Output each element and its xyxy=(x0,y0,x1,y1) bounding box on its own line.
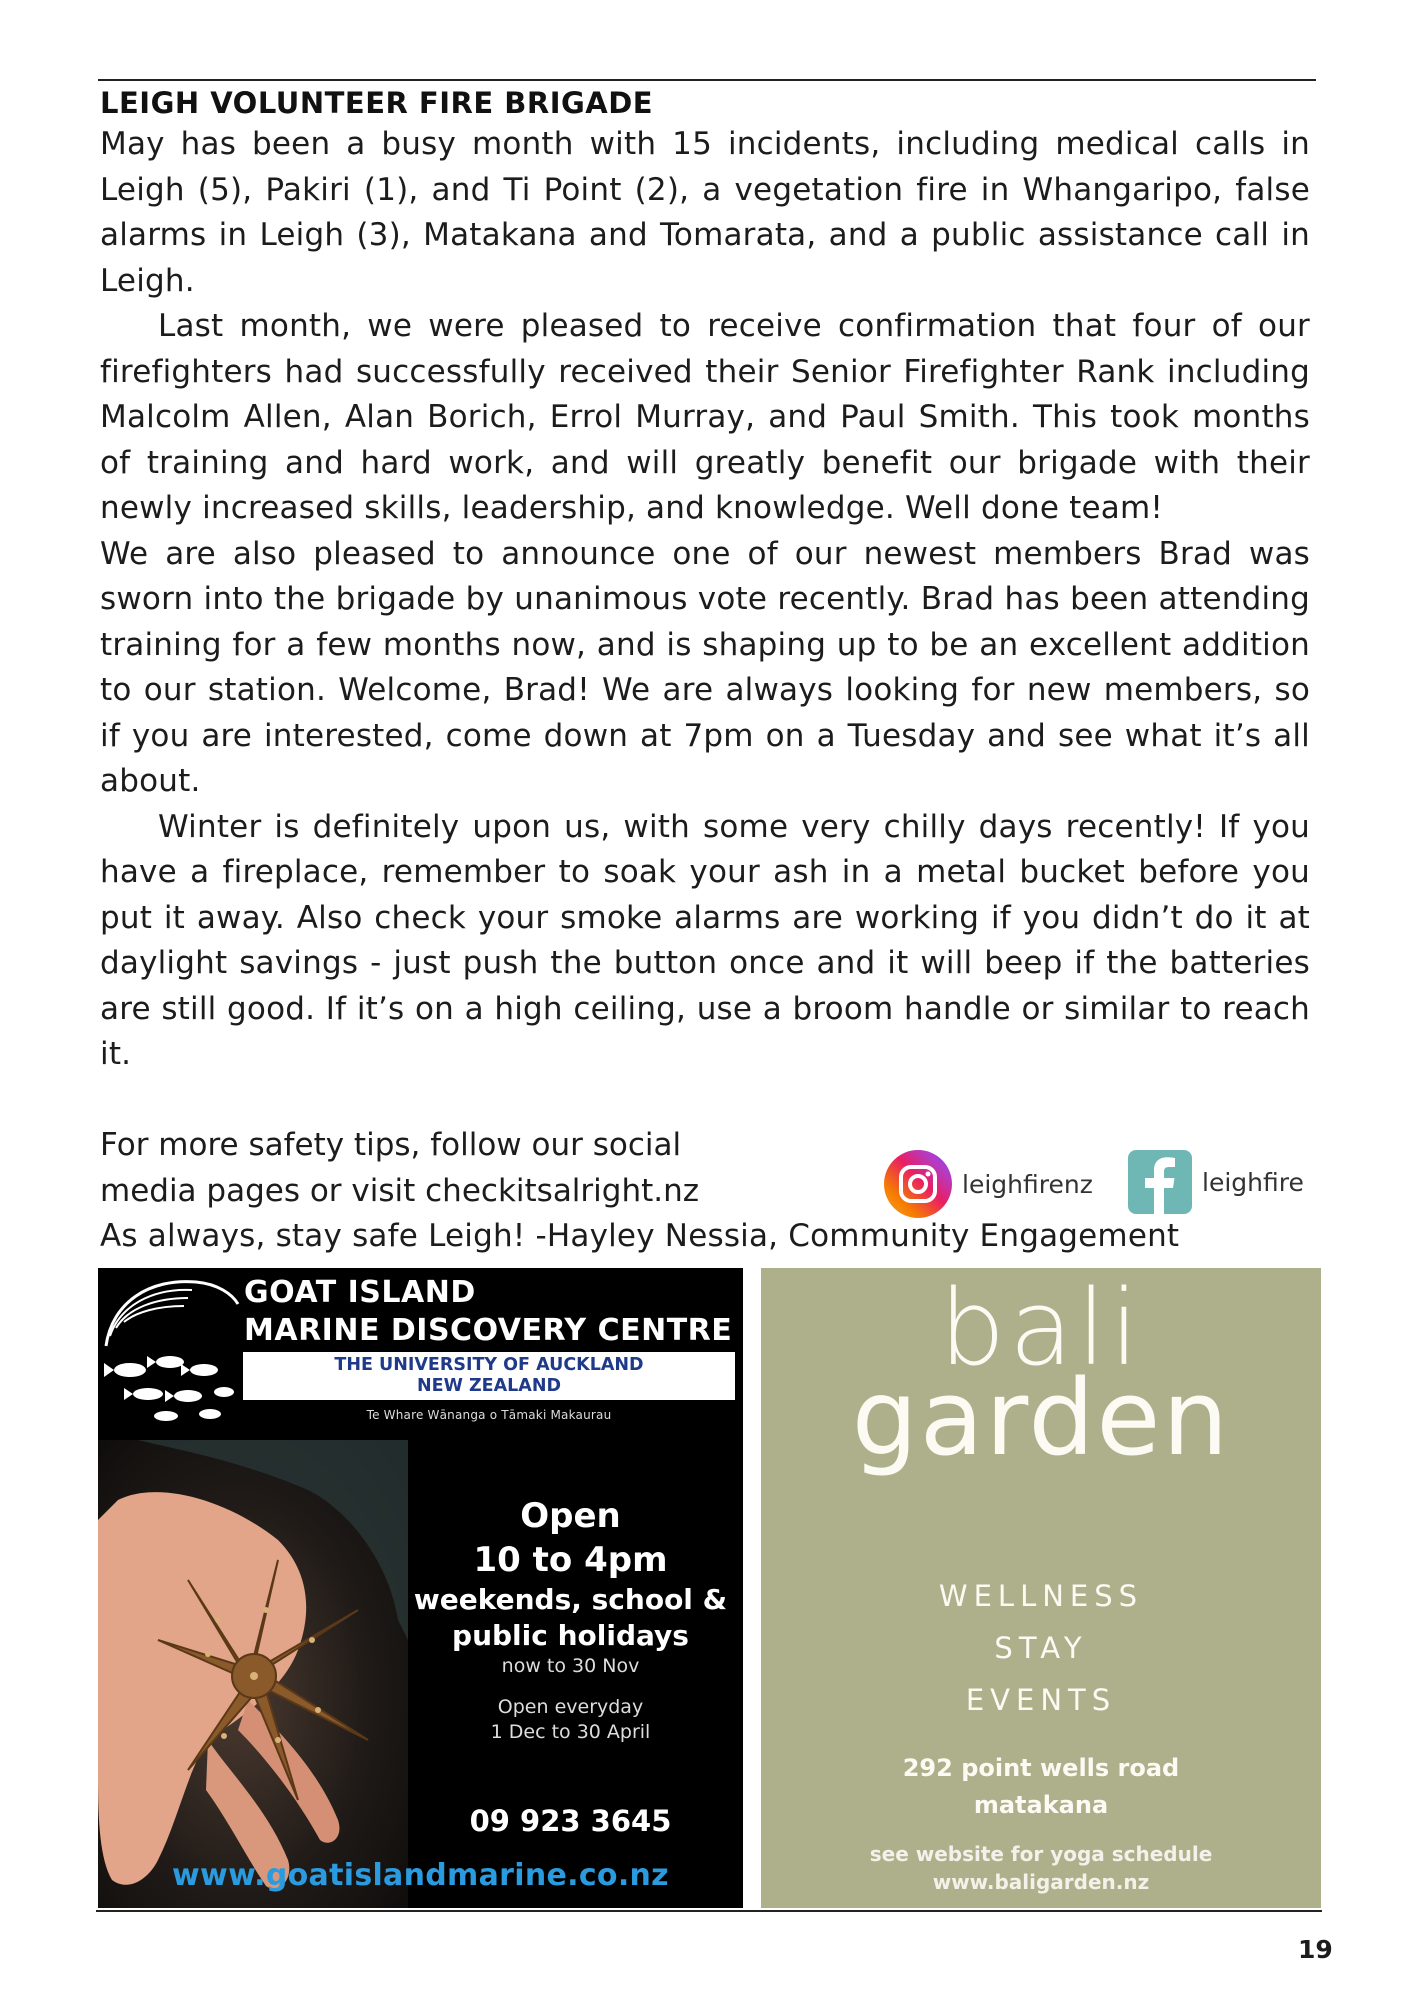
bali-yoga-note: see website for yoga schedule xyxy=(869,1842,1213,1866)
paragraph-winter-safety: Winter is definitely upon us, with some very chilly days recently! If you have a fireplace, remember to soak your ash in a metal bucket before you put it away. Also check your smoke alarms are working if you didn’t do it at daylight savings - just push the button once and it will beep if the batteries are still good. If it’s on a high ceiling, use a broom handle or similar to reach it. xyxy=(100,808,1310,1072)
bali-address xyxy=(761,1750,1321,1824)
facebook-handle[interactable]: leighfire xyxy=(1202,1167,1304,1197)
fire-brigade-article xyxy=(100,84,1310,1078)
instagram-link[interactable] xyxy=(884,1150,1093,1218)
bali-logo-line-2: garden xyxy=(851,1357,1231,1479)
bali-address-line-2: matakana xyxy=(973,1791,1109,1819)
bali-garden-ad xyxy=(761,1268,1321,1908)
university-maori-name: Te Whare Wānanga o Tāmaki Makaurau xyxy=(366,1408,612,1422)
facebook-link[interactable] xyxy=(1128,1150,1304,1214)
open-label: Open xyxy=(520,1496,621,1536)
top-rule xyxy=(98,79,1316,81)
open-days-line-1: weekends, school & xyxy=(413,1583,728,1616)
bali-word-wellness: WELLNESS xyxy=(938,1579,1144,1613)
paragraph-senior-rank: Last month, we were pleased to receive confirmation that four of our firefighters had successfully received their Senior Firefighter Rank including Malcolm Allen, Alan Borich, Errol Murray, and Paul Smith. This took months of training and hard work, and will greatly benefit our brigade with their newly increased skills, leadership, and knowledge. Well done team! xyxy=(100,308,1310,526)
open-summer-dates: 1 Dec to 30 April xyxy=(490,1721,651,1743)
open-until: now to 30 Nov xyxy=(501,1655,640,1677)
goat-title-line-1: GOAT ISLAND xyxy=(244,1275,476,1310)
university-line-1: THE UNIVERSITY OF AUCKLAND xyxy=(334,1355,644,1375)
bali-offerings xyxy=(761,1570,1321,1726)
bottom-rule xyxy=(96,1910,1322,1912)
closing-line: As always, stay safe Leigh! -Hayley Nessia, Community Engagement xyxy=(100,1218,1180,1254)
goat-phone: 09 923 3645 xyxy=(469,1804,672,1838)
page-number: 19 xyxy=(1298,1935,1333,1964)
opening-hours xyxy=(398,1494,743,1745)
bali-logo-line-1: bali xyxy=(939,1268,1143,1389)
instagram-handle[interactable]: leighfirenz xyxy=(962,1169,1093,1199)
goat-website-link[interactable]: www.goatislandmarine.co.nz xyxy=(172,1858,669,1893)
open-hours: 10 to 4pm xyxy=(473,1540,668,1580)
goat-title-line-2: MARINE DISCOVERY CENTRE xyxy=(244,1313,733,1348)
bali-website-link[interactable]: www.baligarden.nz xyxy=(932,1870,1150,1894)
university-logo-box xyxy=(243,1352,735,1400)
university-line-2: NEW ZEALAND xyxy=(416,1376,562,1396)
goat-island-title xyxy=(244,1274,732,1350)
social-promo-text xyxy=(100,1123,860,1214)
article-heading: LEIGH VOLUNTEER FIRE BRIGADE xyxy=(100,86,654,120)
fish-logo-icon xyxy=(100,1274,240,1428)
social-line-2: media pages or visit checkitsalright.nz xyxy=(100,1172,700,1209)
bali-address-line-1: 292 point wells road xyxy=(902,1754,1180,1782)
paragraph-new-member: We are also pleased to announce one of our newest members Brad was sworn into the brigade by unanimous vote recently. Brad has been attending training for a few months now, and is shaping up to be an excellent addition to our station. Welcome, Brad! We are always looking for new members, so if you are interested, come down at 7pm on a Tuesday and see what it’s all about. xyxy=(100,535,1310,799)
open-days-line-2: public holidays xyxy=(452,1619,689,1652)
starfish-photo xyxy=(98,1440,408,1908)
paragraph-incidents: May has been a busy month with 15 incidents, including medical calls in Leigh (5), Pakiri (1), and Ti Point (2), a vegetation fire in Whangaripo, false alarms in Leigh (3), Matakana and Tomarata, and a public assistance call in Leigh. xyxy=(100,126,1310,299)
bali-footer xyxy=(761,1840,1321,1896)
bali-word-stay: STAY xyxy=(994,1631,1088,1665)
bali-word-events: EVENTS xyxy=(965,1683,1117,1717)
goat-island-ad xyxy=(98,1268,743,1908)
instagram-icon xyxy=(884,1150,952,1218)
open-everyday: Open everyday xyxy=(497,1696,644,1718)
social-line-1: For more safety tips, follow our social xyxy=(100,1127,682,1163)
facebook-icon xyxy=(1128,1150,1192,1214)
